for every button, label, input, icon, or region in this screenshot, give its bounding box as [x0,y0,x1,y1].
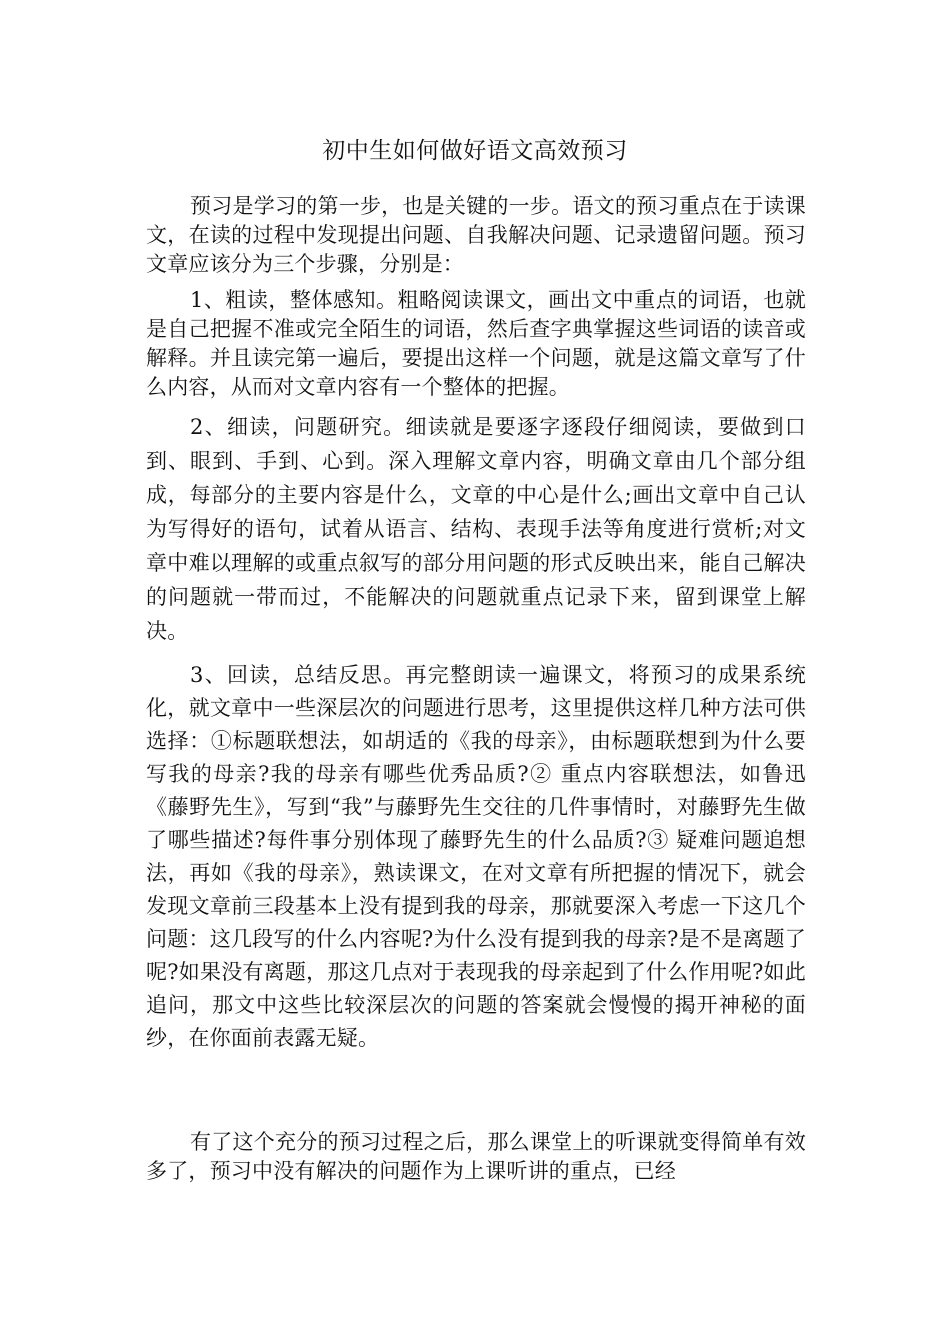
paragraph-conclusion: 有了这个充分的预习过程之后，那么课堂上的听课就变得简单有效多了，预习中没有解决的问题作为上课听讲的重点，已经 [146,1130,806,1183]
paragraph-intro: 预习是学习的第一步，也是关键的一步。语文的预习重点在于读课文，在读的过程中发现提出问题、自我解决问题、记录遗留问题。预习文章应该分为三个步骤，分别是： [146,194,806,276]
paragraph-step-1: 1、粗读，整体感知。粗略阅读课文，画出文中重点的词语，也就是自己把握不准或完全陌生的词语，然后查字典掌握这些词语的读音或解释。并且读完第一遍后，要提出这样一个问题，就是这篇文章写了什么内容，从而对文章内容有一个整体的把握。 [146,288,806,399]
paragraph-step-2: 2、细读，问题研究。细读就是要逐字逐段仔细阅读，要做到口到、眼到、手到、心到。深入理解文章内容，明确文章由几个部分组成，每部分的主要内容是什么，文章的中心是什么;画出文章中自己认为写得好的语句，试着从语言、结构、表现手法等角度进行赏析;对文章中难以理解的或重点叙写的部分用问题的形式反映出来，能自己解决的问题就一带而过，不能解决的问题就重点记录下来，留到课堂上解决。 [146,415,806,643]
paragraph-step-3: 3、回读，总结反思。再完整朗读一遍课文，将预习的成果系统化，就文章中一些深层次的问题进行思考，这里提供这样几种方法可供选择：①标题联想法，如胡适的《我的母亲》，由标题联想到为什么要写我的母亲?我的母亲有哪些优秀品质?② 重点内容联想法，如鲁迅《藤野先生》，写到“我”与藤野先生交往的几件事情时，对藤野先生做了哪些描述?每件事分别体现了藤野先生的什么品质?③ 疑难问题追想法，再如《我的母亲》，熟读课文，在对文章有所把握的情况下，就会发现文章前三段基本上没有提到我的母亲，那就要深入考虑一下这几个问题：这几段写的什么内容呢?为什么没有提到我的母亲?是不是离题了呢?如果没有离题，那这几点对于表现我的母亲起到了什么作用呢?如此追问，那文中这些比较深层次的问题的答案就会慢慢的揭开神秘的面纱，在你面前表露无疑。 [146,663,806,1050]
document-title: 初中生如何做好语文高效预习 [322,138,628,164]
